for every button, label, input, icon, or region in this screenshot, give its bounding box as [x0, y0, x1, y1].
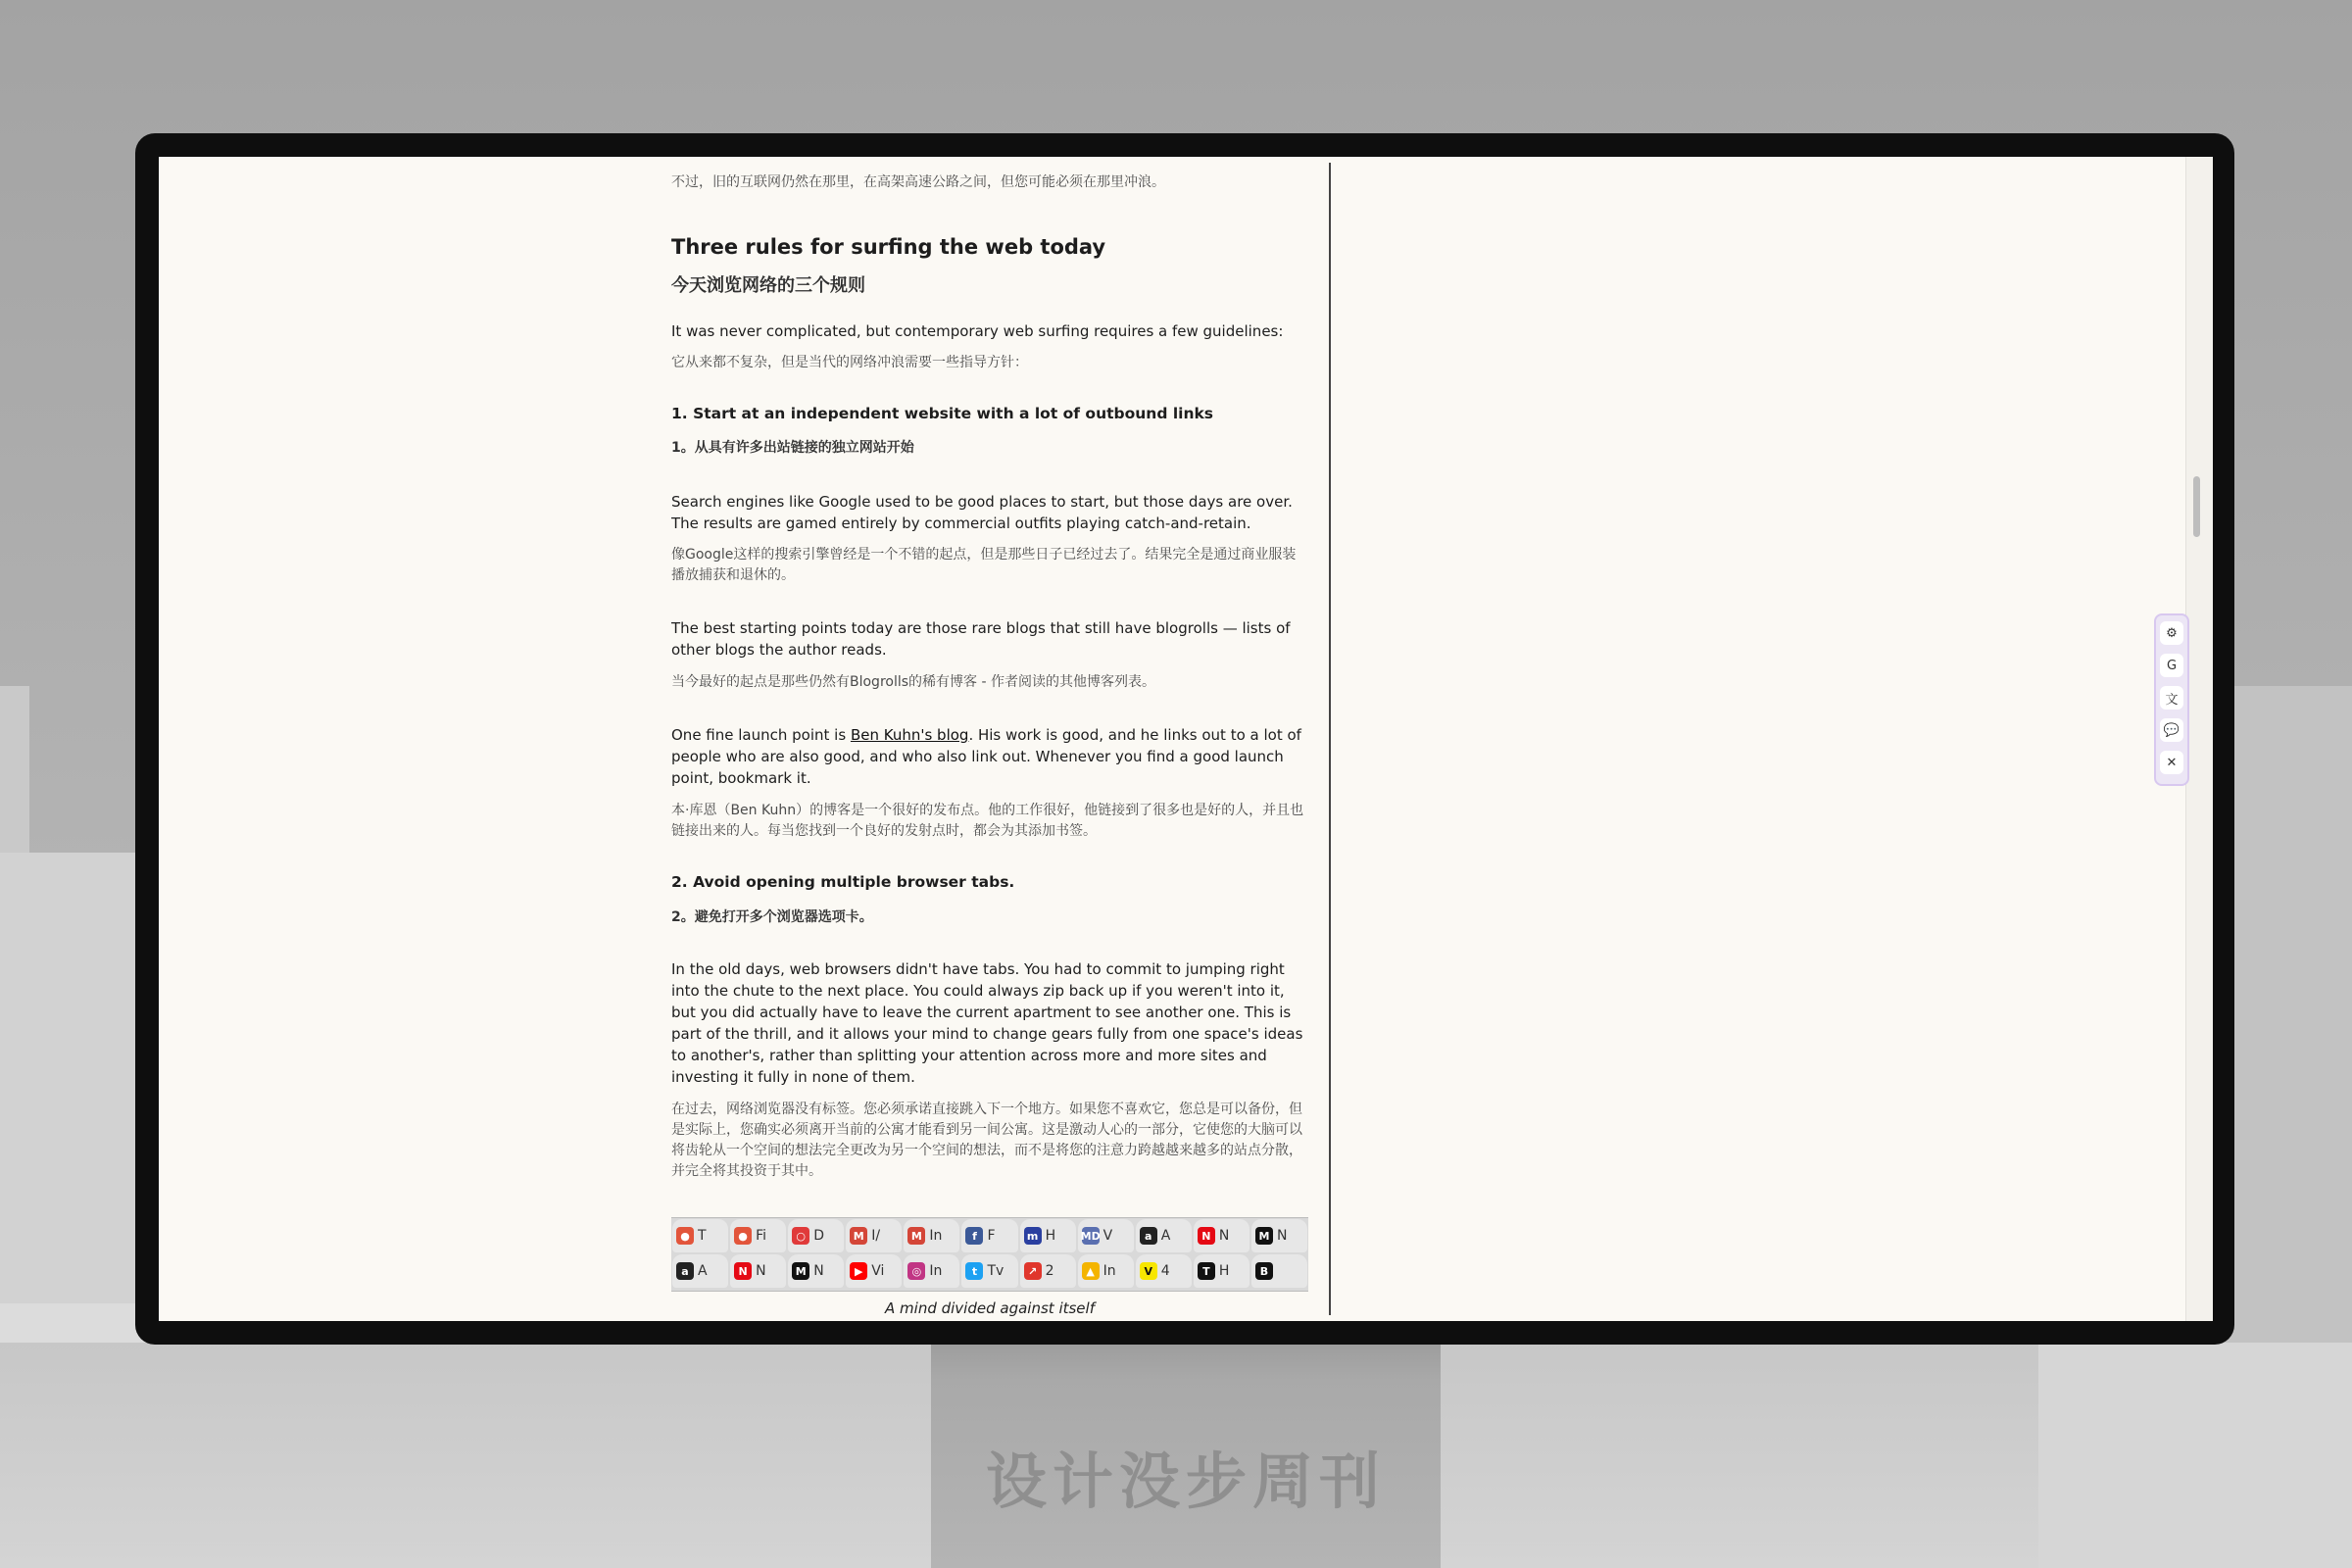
split-pane-divider[interactable]	[1329, 163, 1331, 1315]
article-column	[671, 157, 1308, 1321]
tab-thumbnail	[961, 1219, 1017, 1252]
tab-thumbnail	[846, 1254, 902, 1288]
reddit-icon: ●	[676, 1227, 694, 1245]
tab-thumbnail	[961, 1254, 1017, 1288]
rule2-heading-en: 2. Avoid opening multiple browser tabs.	[671, 873, 1015, 891]
instagram-icon: ◎	[907, 1262, 925, 1280]
tab-thumbnail	[904, 1219, 959, 1252]
gmail-icon: M	[907, 1227, 925, 1245]
v-icon: V	[1140, 1262, 1157, 1280]
browser-screen	[159, 157, 2213, 1321]
lead-zh: 它从来都不复杂，但是当代的网络冲浪需要一些指导方针：	[671, 355, 1028, 370]
tab-thumbnail	[1078, 1219, 1134, 1252]
paragraph-zh: 当今最好的起点是那些仍然有Blogrolls的稀有博客 - 作者阅读的其他博客列表。	[671, 674, 1155, 690]
tab-label: N	[813, 1263, 824, 1279]
tab-label: Tv	[987, 1263, 1004, 1279]
tab-label: N	[1276, 1228, 1288, 1244]
google-icon[interactable]: G	[2160, 654, 2183, 677]
paragraph-en	[671, 724, 1308, 789]
browser-tabs-image	[671, 1217, 1308, 1292]
tab-label: D	[813, 1228, 824, 1244]
tab-thumbnail	[788, 1254, 844, 1288]
tab-label: T	[698, 1228, 707, 1244]
mtv-icon: M	[792, 1262, 809, 1280]
chart-icon: ↗	[1024, 1262, 1042, 1280]
youtube-icon: ▶	[850, 1262, 867, 1280]
tab-label: In	[929, 1228, 943, 1244]
tab-thumbnail	[1078, 1254, 1134, 1288]
medium-icon: m	[1024, 1227, 1042, 1245]
section-heading-en: Three rules for surfing the web today	[671, 235, 1106, 259]
scrollbar-thumb[interactable]	[2193, 476, 2200, 537]
twitter-icon: t	[965, 1262, 983, 1280]
tabs-image-row	[671, 1253, 1308, 1289]
settings-sliders-icon[interactable]: ⚙	[2160, 621, 2183, 645]
rule2-heading-zh: 2。避免打开多个浏览器选项卡。	[671, 909, 873, 925]
facebook-icon: f	[965, 1227, 983, 1245]
scrollbar-track[interactable]	[2185, 157, 2213, 1321]
tab-thumbnail	[788, 1219, 844, 1252]
tab-thumbnail	[904, 1254, 959, 1288]
translate-icon[interactable]: 文	[2160, 686, 2183, 710]
tab-label: A	[698, 1263, 708, 1279]
tab-thumbnail	[1020, 1254, 1076, 1288]
tab-label: H	[1045, 1228, 1056, 1244]
tab-label: In	[929, 1263, 943, 1279]
ben-kuhn-blog-link[interactable]: Ben Kuhn's blog	[850, 726, 969, 744]
tab-label: I/	[871, 1228, 881, 1244]
tab-label: Fi	[756, 1228, 767, 1244]
tab-thumbnail	[1136, 1254, 1192, 1288]
paragraph-zh: 像Google这样的搜索引擎曾经是一个不错的起点，但是那些日子已经过去了。结果完全是通过商业服装播放捕获和退休的。	[671, 547, 1297, 583]
nyt-icon: T	[1198, 1262, 1215, 1280]
netflix-icon: N	[734, 1262, 752, 1280]
section-heading-zh: 今天浏览网络的三个规则	[671, 275, 865, 296]
background-block	[2038, 1343, 2352, 1568]
tab-thumbnail	[672, 1254, 728, 1288]
amazon-icon: a	[1140, 1227, 1157, 1245]
paragraph-zh: 在过去，网络浏览器没有标签。您必须承诺直接跳入下一个地方。如果您不喜欢它，您总是可以备份，但是实际上，您确实必须离开当前的公寓才能看到另一间公寓。这是激动人心的一部分，它使您的大脑可以将齿轮从一个空间的想法完全更改为另一个空间的想法，而不是将您的注意力跨越越来越多的站点分散，并完全将其投资于其中。	[671, 1102, 1302, 1179]
rule1-heading-en: 1. Start at an independent website with a lot of outbound links	[671, 405, 1214, 422]
paragraph-en: The best starting points today are those rare blogs that still have blogrolls — lists of other blogs the author reads.	[671, 619, 1291, 659]
gmail-icon: M	[850, 1227, 867, 1245]
tab-thumbnail	[1020, 1219, 1076, 1252]
paragraph-en: In the old days, web browsers didn't have tabs. You had to commit to jumping right into the chute to the next place. You could always zip back up if you weren't into it, but you did actually have to leave the current apartment to see another one. This is part of the thrill, and it allows your mind to change gears fully from one space's ideas to another's, rather than splitting your attention across more and more sites and investing it fully in none of them.	[671, 960, 1303, 1086]
netflix-icon: N	[1198, 1227, 1215, 1245]
tab-label: N	[1218, 1228, 1230, 1244]
tab-thumbnail	[1194, 1219, 1250, 1252]
side-toolbar	[2154, 613, 2189, 786]
watermark-text: 设计没步周刊	[985, 1446, 1386, 1517]
tab-thumbnail	[1136, 1219, 1192, 1252]
paragraph-zh: 本·库恩（Ben Kuhn）的博客是一个很好的发布点。他的工作很好，他链接到了很多也是好的人，并且也链接出来的人。每当您找到一个良好的发射点时，都会为其添加书签。	[671, 803, 1304, 839]
paragraph-en: Search engines like Google used to be good places to start, but those days are over. The results are gamed entirely by commercial outfits playing catch-and-retain.	[671, 493, 1293, 532]
tab-thumbnail	[1194, 1254, 1250, 1288]
tab-thumbnail	[730, 1254, 786, 1288]
drive-icon: ▲	[1082, 1262, 1100, 1280]
tab-label: 4	[1160, 1263, 1170, 1279]
tab-thumbnail	[846, 1219, 902, 1252]
tabs-image-row	[671, 1218, 1308, 1253]
close-icon[interactable]: ✕	[2160, 751, 2183, 774]
tab-label: F	[987, 1228, 996, 1244]
tab-thumbnail	[730, 1219, 786, 1252]
tab-label: Vi	[871, 1263, 885, 1279]
paragraph-text: . His work is good, and he links out to a lot of people who are also good, and who also link out. Whenever you find a good launch point, bookmark it.	[671, 726, 1301, 787]
rule1-heading-zh: 1。从具有许多出站链接的独立网站开始	[671, 440, 914, 456]
reddit-icon: ●	[734, 1227, 752, 1245]
tab-thumbnail	[1251, 1254, 1307, 1288]
lead-en: It was never complicated, but contemporary web surfing requires a few guidelines:	[671, 322, 1284, 340]
mtv-icon: M	[1255, 1227, 1273, 1245]
tab-label: 2	[1045, 1263, 1054, 1279]
image-caption: A mind divided against itself	[885, 1299, 1095, 1317]
tab-label: A	[1160, 1228, 1171, 1244]
tab-thumbnail	[1251, 1219, 1307, 1252]
ring-icon: ○	[792, 1227, 809, 1245]
md-icon: MD	[1082, 1227, 1100, 1245]
paragraph-text: One fine launch point is	[671, 726, 851, 744]
amazon-icon: a	[676, 1262, 694, 1280]
tab-label: In	[1102, 1263, 1116, 1279]
chat-icon[interactable]: 💬	[2160, 718, 2183, 742]
tab-label: H	[1218, 1263, 1230, 1279]
intro-zh: 不过，旧的互联网仍然在那里，在高架高速公路之间，但您可能必须在那里冲浪。	[671, 174, 1165, 190]
tab-label: N	[756, 1263, 766, 1279]
tab-label: V	[1102, 1228, 1113, 1244]
circle-b-icon: B	[1255, 1262, 1273, 1280]
tab-thumbnail	[672, 1219, 728, 1252]
